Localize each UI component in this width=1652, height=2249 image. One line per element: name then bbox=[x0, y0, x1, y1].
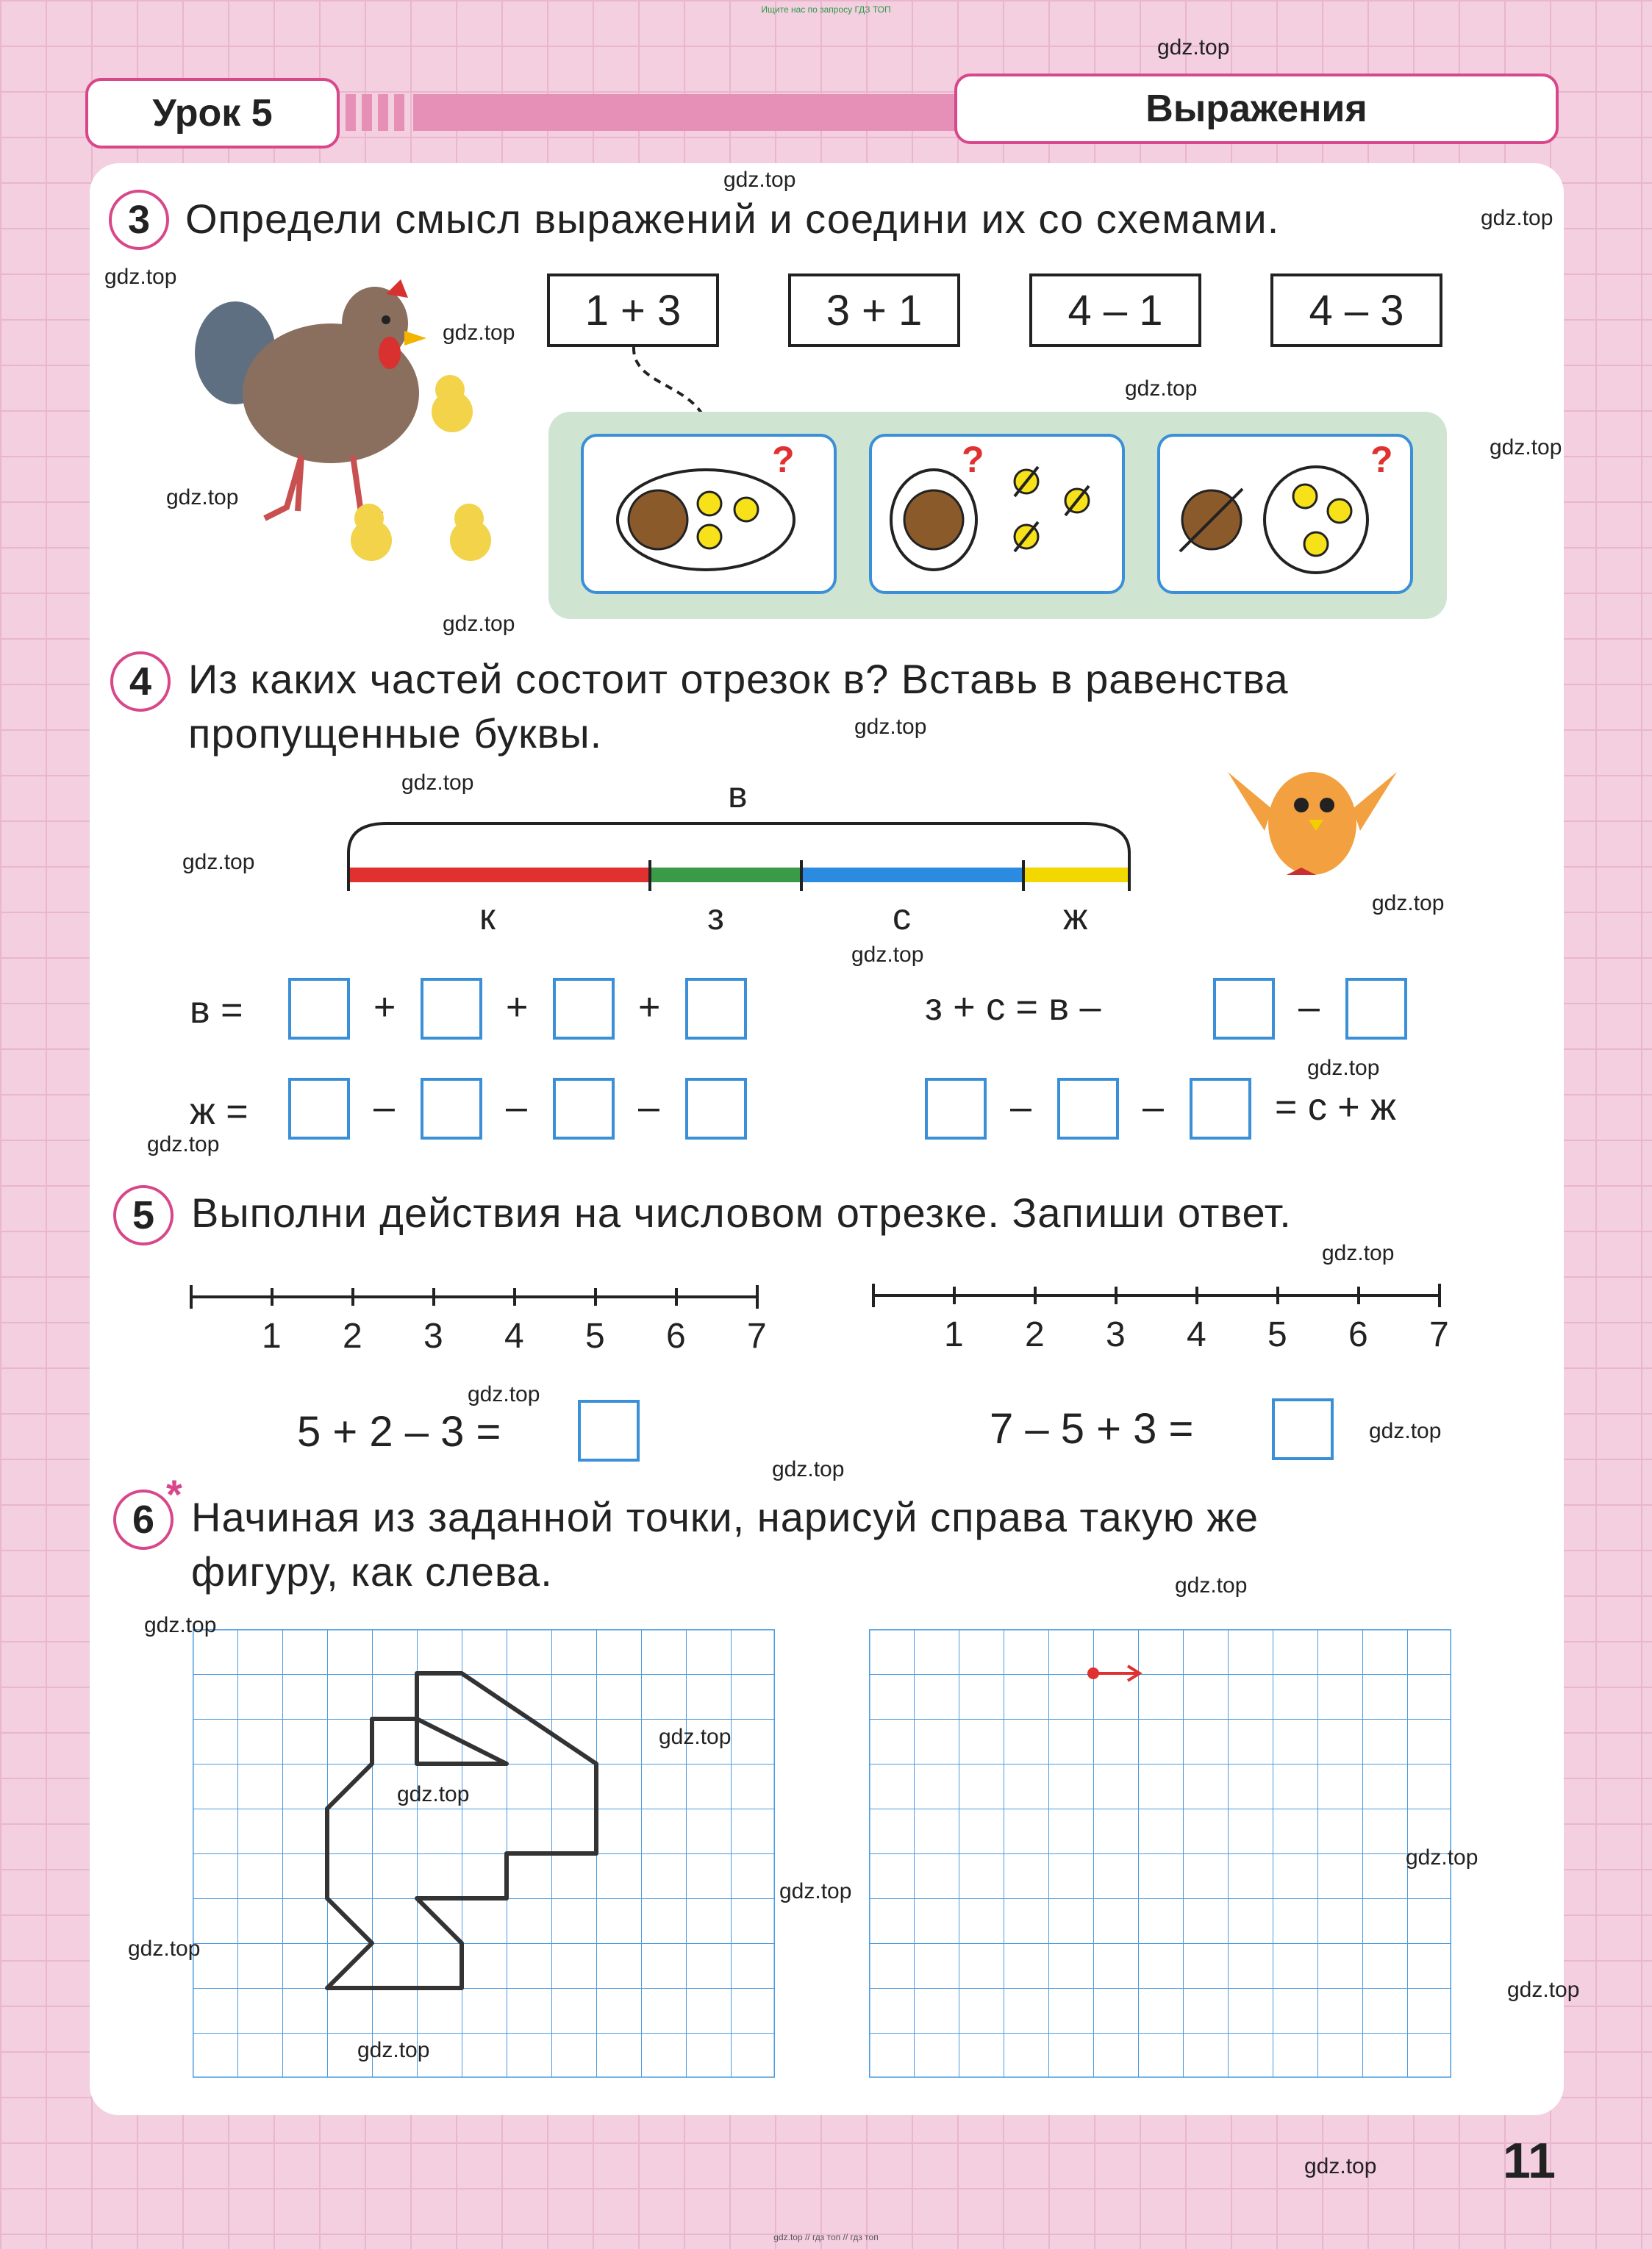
lesson-label: Урок 5 bbox=[85, 78, 340, 149]
nl1-tick-6: 6 bbox=[666, 1317, 686, 1356]
scheme-3-eggs bbox=[1169, 452, 1404, 577]
expression-4-minus-3[interactable]: 4 – 3 bbox=[1270, 273, 1442, 347]
watermark-14: gdz.top bbox=[851, 943, 924, 967]
eq4-rhs: = с + ж bbox=[1275, 1086, 1396, 1129]
expression-4-minus-1[interactable]: 4 – 1 bbox=[1029, 273, 1201, 347]
nl2-tick-5: 5 bbox=[1267, 1315, 1287, 1354]
watermark-12: gdz.top bbox=[182, 850, 255, 874]
watermark-29: gdz.top bbox=[1304, 2154, 1377, 2178]
eq2-lhs: ж = bbox=[190, 1090, 248, 1133]
task6-text-line2: фигуру, как слева. bbox=[191, 1548, 553, 1595]
grid-right[interactable] bbox=[869, 1629, 1451, 2078]
watermark-9: gdz.top bbox=[443, 612, 515, 636]
watermark-7: gdz.top bbox=[1490, 435, 1562, 460]
watermark-21: gdz.top bbox=[1175, 1573, 1248, 1598]
watermark-27: gdz.top bbox=[1507, 1978, 1580, 2002]
eq4-box-3[interactable] bbox=[1190, 1078, 1251, 1140]
segment-diagram bbox=[343, 809, 1137, 897]
nl2-tick-3: 3 bbox=[1106, 1315, 1126, 1354]
watermark-25: gdz.top bbox=[1406, 1845, 1478, 1870]
segment-part-s: с bbox=[893, 896, 911, 937]
watermark-28: gdz.top bbox=[357, 2038, 430, 2062]
eq4-box-1[interactable] bbox=[925, 1078, 987, 1140]
watermark-24: gdz.top bbox=[779, 1879, 852, 1903]
segment-part-k: к bbox=[479, 896, 496, 937]
task6-star: * bbox=[166, 1471, 182, 1517]
eq2-minus-1: – bbox=[373, 1086, 395, 1129]
topic-label: Выражения bbox=[954, 74, 1559, 144]
watermark-11: gdz.top bbox=[401, 770, 474, 795]
watermark-5: gdz.top bbox=[443, 321, 515, 345]
segment-label-v: в bbox=[728, 774, 748, 815]
watermark-4: gdz.top bbox=[104, 265, 177, 289]
eq1-plus-1: + bbox=[373, 986, 396, 1029]
bottom-note: gdz.top // гдз топ // гдз топ bbox=[773, 2232, 879, 2242]
eq2-box-3[interactable] bbox=[553, 1078, 615, 1140]
watermark-10: gdz.top bbox=[854, 715, 927, 739]
eq1-plus-3: + bbox=[638, 986, 661, 1029]
task6-number: 6 bbox=[113, 1490, 174, 1550]
task5-expr-2: 7 – 5 + 3 = bbox=[990, 1405, 1194, 1453]
grid-left bbox=[193, 1629, 775, 2078]
task5-number: 5 bbox=[113, 1185, 174, 1245]
eq3-minus: – bbox=[1298, 986, 1320, 1029]
scheme-2-eggs bbox=[882, 452, 1118, 577]
task4-number: 4 bbox=[110, 651, 171, 712]
scheme-2-question-mark: ? bbox=[962, 439, 984, 480]
task6-text-line1: Начиная из заданной точки, нарисуй справа такую же bbox=[191, 1494, 1259, 1540]
task5-answer-1[interactable] bbox=[578, 1400, 640, 1462]
eq2-box-4[interactable] bbox=[685, 1078, 747, 1140]
task5-text: Выполни действия на числовом отрезке. Запиши ответ. bbox=[191, 1190, 1292, 1236]
eq1-plus-2: + bbox=[506, 986, 529, 1029]
scheme-3-question-mark: ? bbox=[1370, 439, 1393, 480]
watermark-18: gdz.top bbox=[468, 1382, 540, 1406]
eq2-box-1[interactable] bbox=[288, 1078, 350, 1140]
watermark-1: gdz.top bbox=[1157, 35, 1230, 60]
top-note: Ищите нас по запросу ГДЗ ТОП bbox=[761, 4, 891, 15]
watermark-23: gdz.top bbox=[659, 1725, 732, 1749]
watermark-13: gdz.top bbox=[1372, 891, 1445, 915]
page-number: 11 bbox=[1503, 2133, 1556, 2189]
grid-watermark: gdz.top bbox=[397, 1782, 470, 1806]
expression-1-plus-3[interactable]: 1 + 3 bbox=[547, 273, 719, 347]
number-line-2 bbox=[870, 1278, 1444, 1315]
watermark-6: gdz.top bbox=[1125, 376, 1198, 401]
bird-illustration bbox=[1220, 743, 1404, 890]
watermark-20: gdz.top bbox=[772, 1457, 845, 1481]
task3-text: Определи смысл выражений и соедини их со схемами. bbox=[185, 196, 1280, 242]
nl1-tick-5: 5 bbox=[585, 1317, 605, 1356]
eq4-minus-1: – bbox=[1010, 1086, 1031, 1129]
number-line-1 bbox=[188, 1279, 762, 1316]
watermark-15: gdz.top bbox=[1307, 1056, 1380, 1080]
nl2-tick-4: 4 bbox=[1187, 1315, 1206, 1354]
nl1-tick-7: 7 bbox=[747, 1317, 767, 1356]
segment-part-z: з bbox=[707, 896, 724, 937]
eq3-box-2[interactable] bbox=[1345, 978, 1407, 1040]
task5-expr-1: 5 + 2 – 3 = bbox=[297, 1408, 501, 1456]
nl1-tick-2: 2 bbox=[343, 1317, 362, 1356]
watermark-8: gdz.top bbox=[166, 485, 239, 509]
watermark-19: gdz.top bbox=[1369, 1419, 1442, 1443]
nl2-tick-6: 6 bbox=[1348, 1315, 1368, 1354]
eq4-minus-2: – bbox=[1143, 1086, 1164, 1129]
watermark-2: gdz.top bbox=[723, 168, 796, 192]
nl2-tick-7: 7 bbox=[1429, 1315, 1449, 1354]
eq4-box-2[interactable] bbox=[1057, 1078, 1119, 1140]
task5-answer-2[interactable] bbox=[1272, 1398, 1334, 1460]
nl1-tick-1: 1 bbox=[262, 1317, 282, 1356]
eq1-box-1[interactable] bbox=[288, 978, 350, 1040]
nl2-tick-1: 1 bbox=[944, 1315, 964, 1354]
expression-3-plus-1[interactable]: 3 + 1 bbox=[788, 273, 960, 347]
nl1-tick-3: 3 bbox=[423, 1317, 443, 1356]
eq3-box-1[interactable] bbox=[1213, 978, 1275, 1040]
scheme-1-question-mark: ? bbox=[772, 439, 795, 480]
eq1-box-2[interactable] bbox=[421, 978, 482, 1040]
watermark-3: gdz.top bbox=[1481, 206, 1553, 230]
nl1-tick-4: 4 bbox=[504, 1317, 524, 1356]
header-stripe bbox=[346, 90, 956, 135]
eq1-box-4[interactable] bbox=[685, 978, 747, 1040]
eq1-box-3[interactable] bbox=[553, 978, 615, 1040]
task3-number: 3 bbox=[109, 190, 169, 250]
watermark-26: gdz.top bbox=[128, 1937, 201, 1961]
segment-part-zh: ж bbox=[1063, 896, 1088, 937]
nl2-tick-2: 2 bbox=[1025, 1315, 1045, 1354]
watermark-22: gdz.top bbox=[144, 1613, 217, 1637]
watermark-16: gdz.top bbox=[147, 1132, 220, 1156]
eq1-lhs: в = bbox=[190, 989, 243, 1031]
eq3-lhs: з + с = в – bbox=[925, 986, 1101, 1029]
eq2-minus-3: – bbox=[638, 1086, 659, 1129]
task4-text-line2: пропущенные буквы. bbox=[188, 710, 603, 757]
task4-text-line1: Из каких частей состоит отрезок в? Вставь в равенства bbox=[188, 656, 1289, 702]
watermark-17: gdz.top bbox=[1322, 1241, 1395, 1265]
eq2-box-2[interactable] bbox=[421, 1078, 482, 1140]
eq2-minus-2: – bbox=[506, 1086, 527, 1129]
